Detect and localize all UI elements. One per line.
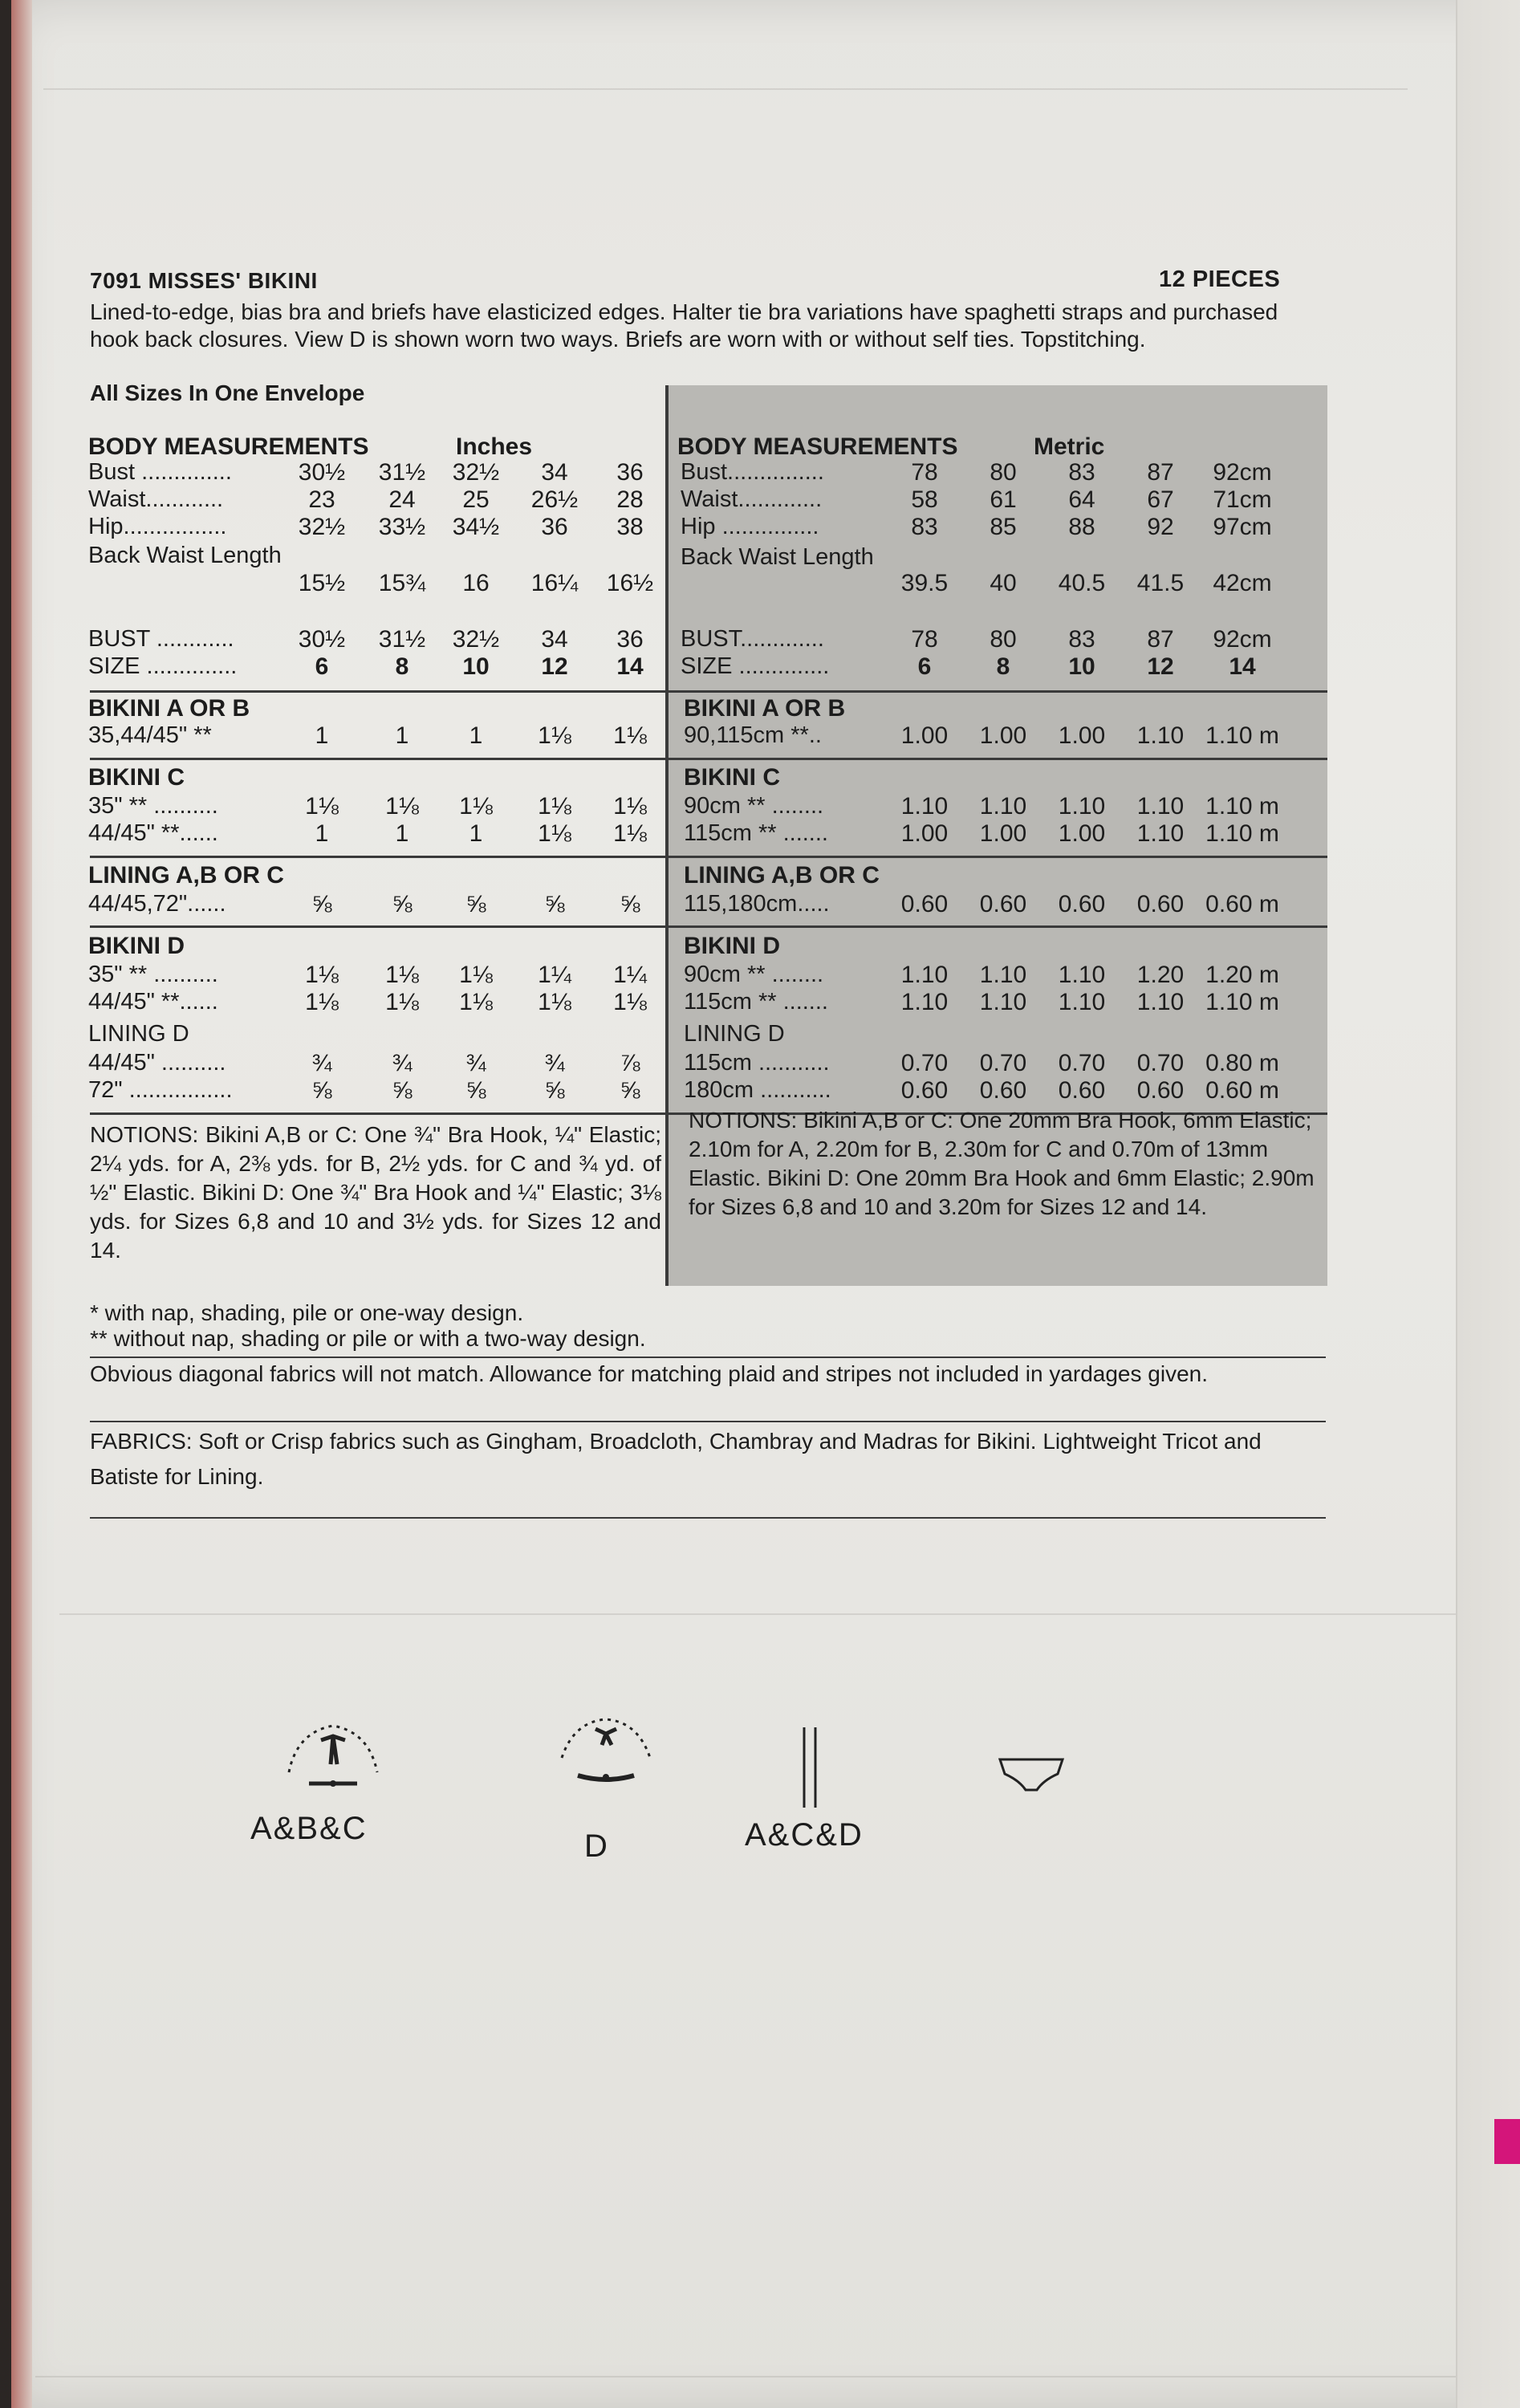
yardage-value: 1.10 <box>1136 793 1185 820</box>
yardage-value: 1.10 <box>1058 793 1106 820</box>
measure-value: 30½ <box>298 459 346 486</box>
yardage-value: ⅝ <box>311 1077 332 1104</box>
yardage-label: 35" ** .......... <box>88 793 218 819</box>
divider <box>90 925 1327 928</box>
imperial-units: Inches <box>456 433 533 460</box>
yardage-value: ⅝ <box>620 891 640 917</box>
yardage-value: 1.10 <box>900 989 949 1015</box>
yardage-label: 90cm ** ........ <box>684 962 824 987</box>
measure-label: Hip ............... <box>681 514 819 539</box>
pattern-title: 7091 MISSES' BIKINI <box>90 268 318 293</box>
icon-label-abc: A&B&C <box>250 1811 368 1846</box>
measure-value: 28 <box>616 486 644 513</box>
yardage-value: 1.00 <box>1058 820 1106 847</box>
crease <box>43 88 1408 90</box>
measure-value: 34 <box>541 459 568 486</box>
yardage-label: 35,44/45" ** <box>88 722 212 748</box>
bust-value: 31½ <box>378 626 426 653</box>
icon-label-acd: A&C&D <box>745 1817 864 1853</box>
yardage-value: 1 <box>469 722 483 749</box>
divider <box>90 1517 1326 1519</box>
yardage-label: 115cm ** ....... <box>684 989 828 1015</box>
straps-icon <box>795 1724 827 1816</box>
briefs-icon <box>995 1753 1067 1805</box>
divider <box>90 1421 1326 1422</box>
yardage-value: ⅝ <box>620 1077 640 1104</box>
yardage-value: 1⅛ <box>385 989 419 1015</box>
section-title: BIKINI A OR B <box>684 695 846 722</box>
fabrics-note: FABRICS: Soft or Crisp fabrics such as Gingham, Broadcloth, Chambray and Madras for Bikini. Lightweight Tricot and Batiste for Lining. <box>90 1429 1262 1489</box>
yardage-value: ¾ <box>544 1050 565 1076</box>
size-value: 6 <box>917 653 932 680</box>
bust-value: 83 <box>1068 626 1095 653</box>
measure-value: 26½ <box>530 486 579 513</box>
yardage-value: ⅞ <box>620 1050 640 1076</box>
yardage-value: 0.80 m <box>1205 1050 1279 1076</box>
yardage-value: 1⅛ <box>538 793 571 820</box>
back-waist-value: 16½ <box>606 570 654 596</box>
yardage-value: 1⅛ <box>613 820 647 847</box>
section-title: BIKINI C <box>88 764 185 791</box>
size-value: 10 <box>462 653 490 680</box>
yardage-value: 0.60 <box>900 1077 949 1104</box>
measure-value: 64 <box>1068 486 1095 513</box>
yardage-value: 1 <box>395 820 409 847</box>
section-title: BIKINI C <box>684 764 780 791</box>
yardage-value: 1.10 <box>1136 722 1185 749</box>
crease <box>59 1613 1456 1615</box>
measure-value: 92 <box>1147 514 1174 540</box>
yardage-value: ⅝ <box>544 891 565 917</box>
all-sizes-note: All Sizes In One Envelope <box>90 380 365 405</box>
yardage-label: 44/45" **...... <box>88 989 218 1015</box>
yardage-value: 1 <box>315 722 329 749</box>
metric-notions: NOTIONS: Bikini A,B or C: One 20mm Bra Hook, 6mm Elastic; 2.10m for A, 2.20m for B, 2.30m for C and 0.70m of 13mm Elastic. Bikini D: One 20mm Bra Hook and 6mm Elastic; 2.90m for Sizes 6,8 and 10 and 3.20m for Sizes 12 and 14. <box>689 1108 1315 1219</box>
yardage-value: ⅝ <box>544 1077 565 1104</box>
crease <box>35 2376 1456 2377</box>
back-waist-value: 41.5 <box>1136 570 1185 596</box>
metric-heading: BODY MEASUREMENTS <box>677 433 958 460</box>
measure-value: 33½ <box>378 514 426 540</box>
measure-value: 88 <box>1068 514 1095 540</box>
envelope-edge-left <box>11 0 32 2408</box>
yardage-value: 1 <box>315 820 329 847</box>
yardage-label: 115cm ** ....... <box>684 820 828 846</box>
yardage-value: 1⅛ <box>613 989 647 1015</box>
measure-value: 67 <box>1147 486 1174 513</box>
size-value: 14 <box>1229 653 1256 680</box>
divider <box>90 690 1327 693</box>
yardage-value: 1 <box>395 722 409 749</box>
section-title: LINING A,B OR C <box>684 862 880 889</box>
divider <box>90 758 1327 760</box>
yardage-value: 1⅛ <box>305 962 339 988</box>
yardage-value: 1¼ <box>613 962 647 988</box>
bust-value: 92cm <box>1213 626 1272 653</box>
measure-value: 83 <box>911 514 938 540</box>
yardage-label: 180cm ........... <box>684 1077 831 1103</box>
measure-value: 58 <box>911 486 938 513</box>
measure-value: 80 <box>990 459 1017 486</box>
bust-value: 34 <box>541 626 568 653</box>
yardage-value: 1.10 <box>1058 989 1106 1015</box>
section-title: LINING D <box>684 1021 785 1047</box>
yardage-label: 44/45,72"...... <box>88 891 226 917</box>
yardage-value: ¾ <box>465 1050 486 1076</box>
yardage-value: 1⅛ <box>385 793 419 820</box>
bust-value: 30½ <box>298 626 346 653</box>
yardage-label: 90cm ** ........ <box>684 793 824 819</box>
yardage-value: 1⅛ <box>538 989 571 1015</box>
section-title: LINING D <box>88 1021 189 1047</box>
envelope-flap-right <box>1456 0 1520 2408</box>
measure-value: 25 <box>462 486 490 513</box>
size-value: 14 <box>616 653 644 680</box>
measure-value: 34½ <box>452 514 500 540</box>
size-value: 8 <box>996 653 1010 680</box>
back-waist-value: 40.5 <box>1058 570 1106 596</box>
measure-label: Waist............ <box>88 486 224 512</box>
yardage-value: 0.60 <box>1136 891 1185 917</box>
yardage-value: 1.10 <box>1058 962 1106 988</box>
yardage-label: 44/45" **...... <box>88 820 218 846</box>
yardage-value: 1.10 <box>900 793 949 820</box>
measure-value: 87 <box>1147 459 1174 486</box>
yardage-value: 1.00 <box>1058 722 1106 749</box>
bust-value: 87 <box>1147 626 1174 653</box>
measure-value: 32½ <box>298 514 346 540</box>
yardage-value: 1.10 m <box>1205 793 1279 820</box>
measure-label: Waist............. <box>681 486 823 512</box>
yardage-value: 0.70 <box>1136 1050 1185 1076</box>
pattern-description: Lined-to-edge, bias bra and briefs have elasticized edges. Halter tie bra variations have spaghetti straps and purchased hook back closures. View D is shown worn two ways. Briefs are worn with or without self ties. Topstitching. <box>90 299 1278 352</box>
yardage-value: 1⅛ <box>538 722 571 749</box>
diagonal-note: Obvious diagonal fabrics will not match. Allowance for matching plaid and stripes not included in yardages given. <box>90 1361 1208 1386</box>
measure-label: Hip................ <box>88 514 227 539</box>
yardage-label: 115,180cm..... <box>684 891 830 917</box>
yardage-value: 1.20 m <box>1205 962 1279 988</box>
yardage-value: 1⅛ <box>459 962 493 988</box>
yardage-value: 0.70 <box>979 1050 1027 1076</box>
yardage-value: 0.60 <box>1058 1077 1106 1104</box>
size-value: 10 <box>1068 653 1095 680</box>
measure-value: 61 <box>990 486 1017 513</box>
yardage-value: 1¼ <box>538 962 571 988</box>
yardage-value: 0.60 m <box>1205 1077 1279 1104</box>
measure-value: 78 <box>911 459 938 486</box>
back-waist-value: 15¾ <box>378 570 426 596</box>
yardage-value: 1.10 <box>1136 820 1185 847</box>
bust-value: 78 <box>911 626 938 653</box>
measure-label: Bust............... <box>681 459 824 485</box>
metric-back-waist-label: Back Waist Length <box>681 544 874 570</box>
measure-value: 23 <box>308 486 335 513</box>
measure-value: 24 <box>388 486 416 513</box>
yardage-value: 1.10 m <box>1205 989 1279 1015</box>
yardage-value: ⅝ <box>392 891 413 917</box>
yardage-value: 1⅛ <box>459 989 493 1015</box>
size-label: SIZE .............. <box>681 653 830 679</box>
yardage-label: 90,115cm **.. <box>684 722 822 748</box>
icon-label-d: D <box>584 1828 609 1864</box>
yardage-value: 1⅛ <box>459 793 493 820</box>
back-waist-value: 40 <box>990 570 1017 596</box>
yardage-value: 0.60 <box>1136 1077 1185 1104</box>
back-waist-value: 16¼ <box>530 570 579 596</box>
measure-value: 38 <box>616 514 644 540</box>
yardage-value: 1.20 <box>1136 962 1185 988</box>
halter-bra-tie-icon <box>554 1710 658 1794</box>
bust-label: BUST ............ <box>88 626 234 652</box>
yardage-value: ⅝ <box>465 891 486 917</box>
yardage-value: 0.70 <box>900 1050 949 1076</box>
section-title: BIKINI A OR B <box>88 695 250 722</box>
yardage-value: 0.60 m <box>1205 891 1279 917</box>
yardage-value: 1⅛ <box>385 962 419 988</box>
measure-value: 36 <box>616 459 644 486</box>
measure-label: Bust .............. <box>88 459 232 485</box>
yardage-label: 115cm ........... <box>684 1050 830 1076</box>
metric-units: Metric <box>1034 433 1105 460</box>
measure-value: 92cm <box>1213 459 1272 486</box>
yardage-value: 0.60 <box>979 891 1027 917</box>
measure-value: 71cm <box>1213 486 1272 513</box>
yardage-value: 0.70 <box>1058 1050 1106 1076</box>
yardage-value: 1.00 <box>900 820 949 847</box>
yardage-value: ⅝ <box>465 1077 486 1104</box>
size-value: 12 <box>1147 653 1174 680</box>
halter-bra-icon <box>281 1716 385 1800</box>
size-value: 12 <box>541 653 568 680</box>
yardage-value: 1.10 m <box>1205 820 1279 847</box>
yardage-value: 1.10 <box>979 793 1027 820</box>
section-title: BIKINI D <box>684 933 780 959</box>
measure-value: 83 <box>1068 459 1095 486</box>
pieces-count: 12 PIECES <box>1159 266 1281 292</box>
bust-value: 80 <box>990 626 1017 653</box>
yardage-value: ⅝ <box>392 1077 413 1104</box>
measure-value: 85 <box>990 514 1017 540</box>
footnote-no-nap: ** without nap, shading or pile or with a two-way design. <box>90 1326 646 1351</box>
yardage-label: 35" ** .......... <box>88 962 218 987</box>
yardage-value: 1.00 <box>900 722 949 749</box>
pink-tab <box>1494 2119 1520 2164</box>
measure-value: 36 <box>541 514 568 540</box>
yardage-value: 1.10 m <box>1205 722 1279 749</box>
divider <box>90 856 1327 858</box>
measure-value: 31½ <box>378 459 426 486</box>
yardage-value: 1 <box>469 820 483 847</box>
back-waist-value: 42cm <box>1213 570 1272 596</box>
yardage-value: 1⅛ <box>613 793 647 820</box>
yardage-label: 44/45" .......... <box>88 1050 226 1076</box>
measure-value: 97cm <box>1213 514 1272 540</box>
size-value: 8 <box>395 653 409 680</box>
yardage-value: 1⅛ <box>538 820 571 847</box>
yardage-value: 0.60 <box>979 1077 1027 1104</box>
yardage-value: 0.60 <box>1058 891 1106 917</box>
yardage-value: 1.10 <box>979 962 1027 988</box>
back-waist-label: Back Waist Length <box>88 543 282 568</box>
yardage-value: 1⅛ <box>305 989 339 1015</box>
bust-value: 32½ <box>452 626 500 653</box>
yardage-value: 1.10 <box>1136 989 1185 1015</box>
footnote-nap: * with nap, shading, pile or one-way design. <box>90 1300 524 1325</box>
bust-label: BUST............. <box>681 626 824 652</box>
yardage-value: 1.00 <box>979 722 1027 749</box>
yardage-value: 1.10 <box>900 962 949 988</box>
imperial-notions: NOTIONS: Bikini A,B or C: One ¾" Bra Hook, ¼" Elastic; 2¼ yds. for A, 2⅜ yds. for B, 2½ yds. for C and ¾ yd. of ½" Elastic. Bikini D: One ¾" Bra Hook and ¼" Elastic; 3⅛ yds. for Sizes 6,8 and 10 and 3½ yds. for Sizes 12 and 14. <box>90 1122 661 1263</box>
yardage-value: ¾ <box>311 1050 332 1076</box>
bust-value: 36 <box>616 626 644 653</box>
yardage-value: 1.10 <box>979 989 1027 1015</box>
yardage-value: 1.00 <box>979 820 1027 847</box>
yardage-value: 0.60 <box>900 891 949 917</box>
size-value: 6 <box>315 653 329 680</box>
yardage-value: ⅝ <box>311 891 332 917</box>
back-waist-value: 16 <box>462 570 490 596</box>
section-title: BIKINI D <box>88 933 185 959</box>
yardage-value: ¾ <box>392 1050 413 1076</box>
imperial-heading: BODY MEASUREMENTS <box>88 433 369 460</box>
size-label: SIZE .............. <box>88 653 238 679</box>
yardage-label: 72" ................ <box>88 1077 233 1103</box>
back-waist-value: 15½ <box>298 570 346 596</box>
yardage-value: 1⅛ <box>305 793 339 820</box>
measure-value: 32½ <box>452 459 500 486</box>
back-waist-value: 39.5 <box>900 570 949 596</box>
section-title: LINING A,B OR C <box>88 862 284 889</box>
yardage-value: 1⅛ <box>613 722 647 749</box>
